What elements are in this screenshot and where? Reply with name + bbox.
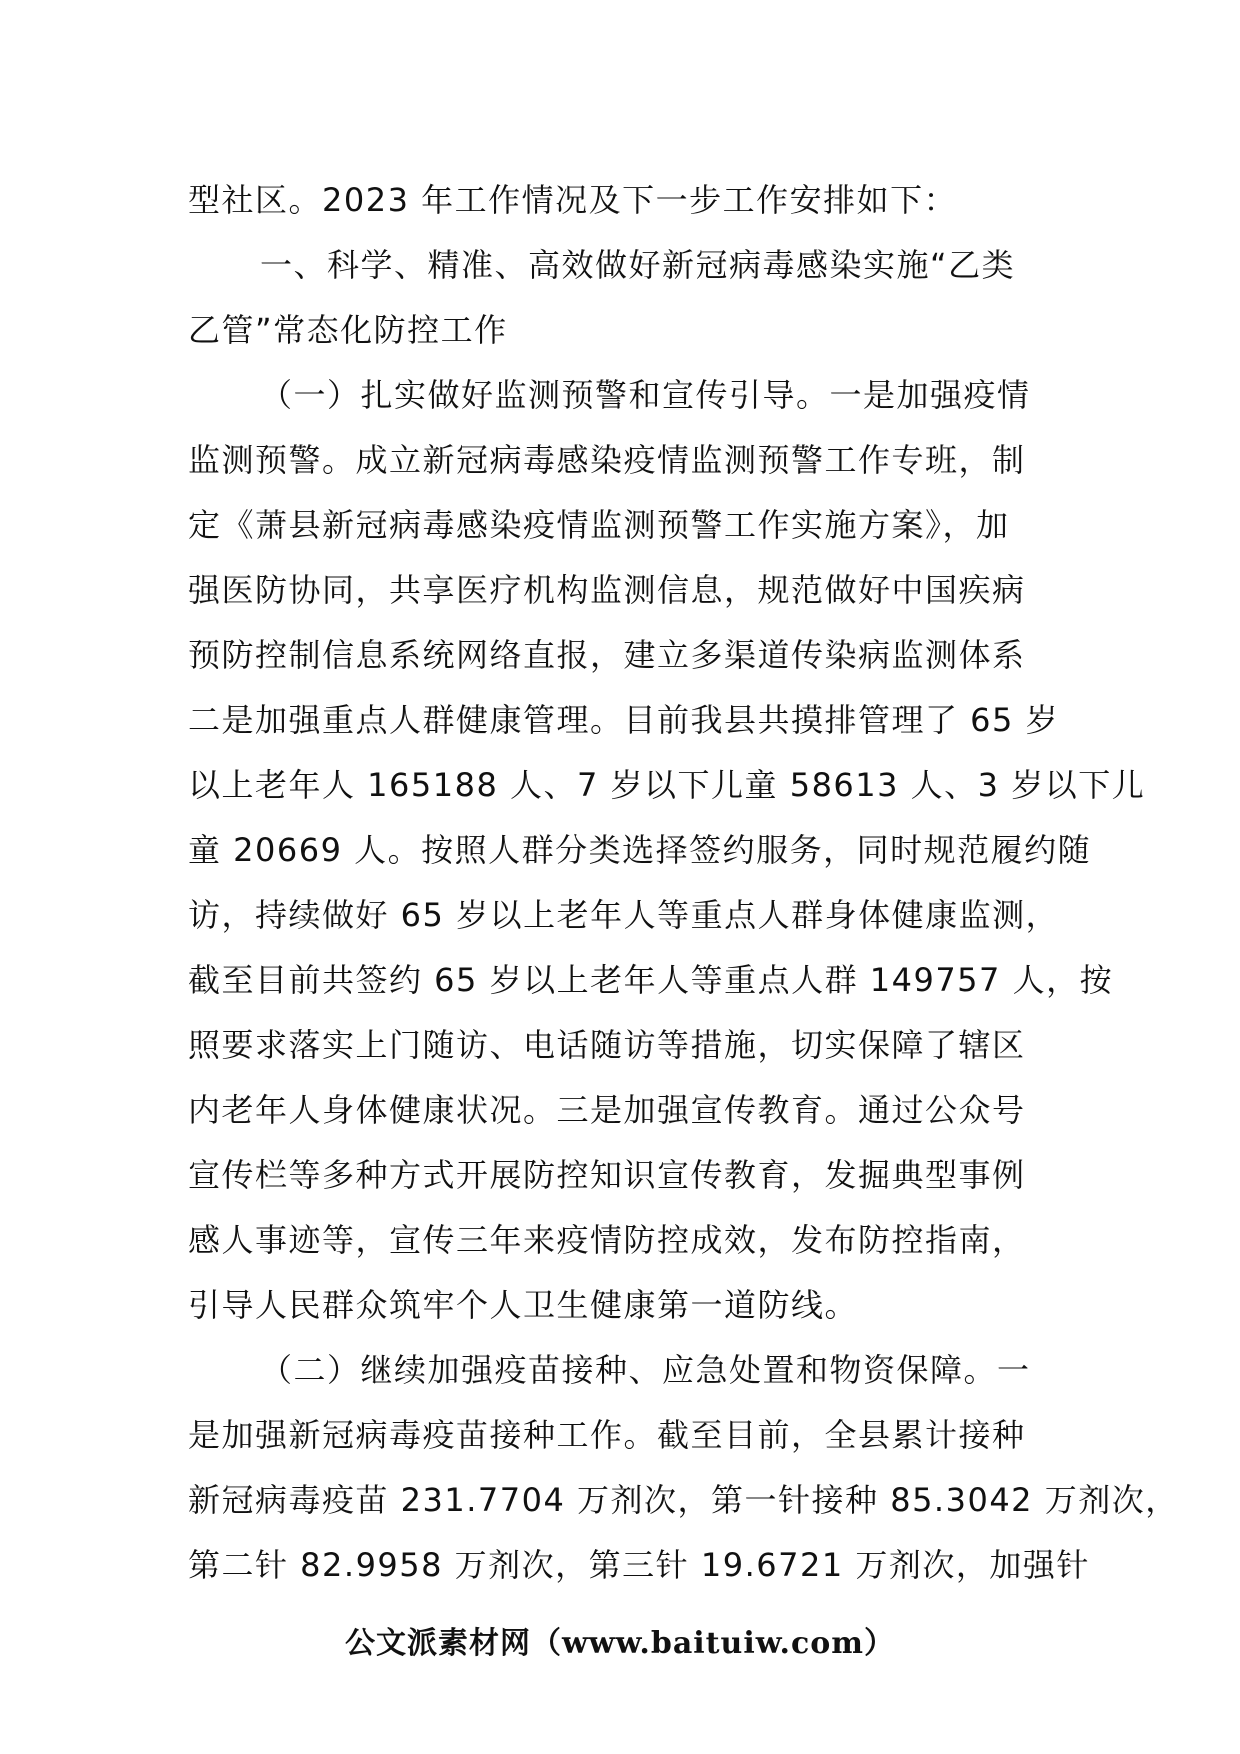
text-line: 照要求落实上门随访、电话随访等措施，切实保障了辖区 [188,1026,1026,1064]
text-line: 二是加强重点人群健康管理。目前我县共摸排管理了 65 岁 [188,701,1060,739]
text-line: 截至目前共签约 65 岁以上老年人等重点人群 149757 人，按 [188,961,1114,999]
text-line: 定《萧县新冠病毒感染疫情监测预警工作实施方案》，加 [188,506,1010,544]
text-line: 型社区。2023 年工作情况及下一步工作安排如下： [188,181,958,219]
text-line: 预防控制信息系统网络直报，建立多渠道传染病监测体系 [188,636,1026,674]
text-line: 新冠病毒疫苗 231.7704 万剂次，第一针接种 85.3042 万剂次， [188,1481,1179,1519]
text-line: 宣传栏等多种方式开展防控知识宣传教育，发掘典型事例 [188,1156,1026,1194]
subsection-heading: （二）继续加强疫苗接种、应急处置和物资保障。一 [260,1351,1031,1389]
text-line: 感人事迹等，宣传三年来疫情防控成效，发布防控指南， [188,1221,1026,1259]
section-heading: 一、科学、精准、高效做好新冠病毒感染实施“乙类 [260,246,1016,284]
text-line: 强医防协同，共享医疗机构监测信息，规范做好中国疾病 [188,571,1026,609]
text-line: 以上老年人 165188 人、7 岁以下儿童 58613 人、3 岁以下儿 [188,766,1146,804]
footer-watermark: 公文派素材网（www.baituiw.com） [344,1626,896,1661]
document-body [188,168,1179,1598]
text-line: 监测预警。成立新冠病毒感染疫情监测预警工作专班，制 [188,441,1026,479]
text-line: 童 20669 人。按照人群分类选择签约服务，同时规范履约随 [188,831,1092,869]
text-line: 是加强新冠病毒疫苗接种工作。截至目前，全县累计接种 [188,1416,1026,1454]
text-line: 第二针 82.9958 万剂次，第三针 19.6721 万剂次，加强针 [188,1546,1090,1584]
section-heading-continued: 乙管”常态化防控工作 [188,311,508,349]
text-line: 内老年人身体健康状况。三是加强宣传教育。通过公众号 [188,1091,1026,1129]
subsection-heading: （一）扎实做好监测预警和宣传引导。一是加强疫情 [260,376,1031,414]
text-line: 引导人民群众筑牢个人卫生健康第一道防线。 [188,1286,859,1324]
text-line: 访，持续做好 65 岁以上老年人等重点人群身体健康监测， [188,896,1060,934]
